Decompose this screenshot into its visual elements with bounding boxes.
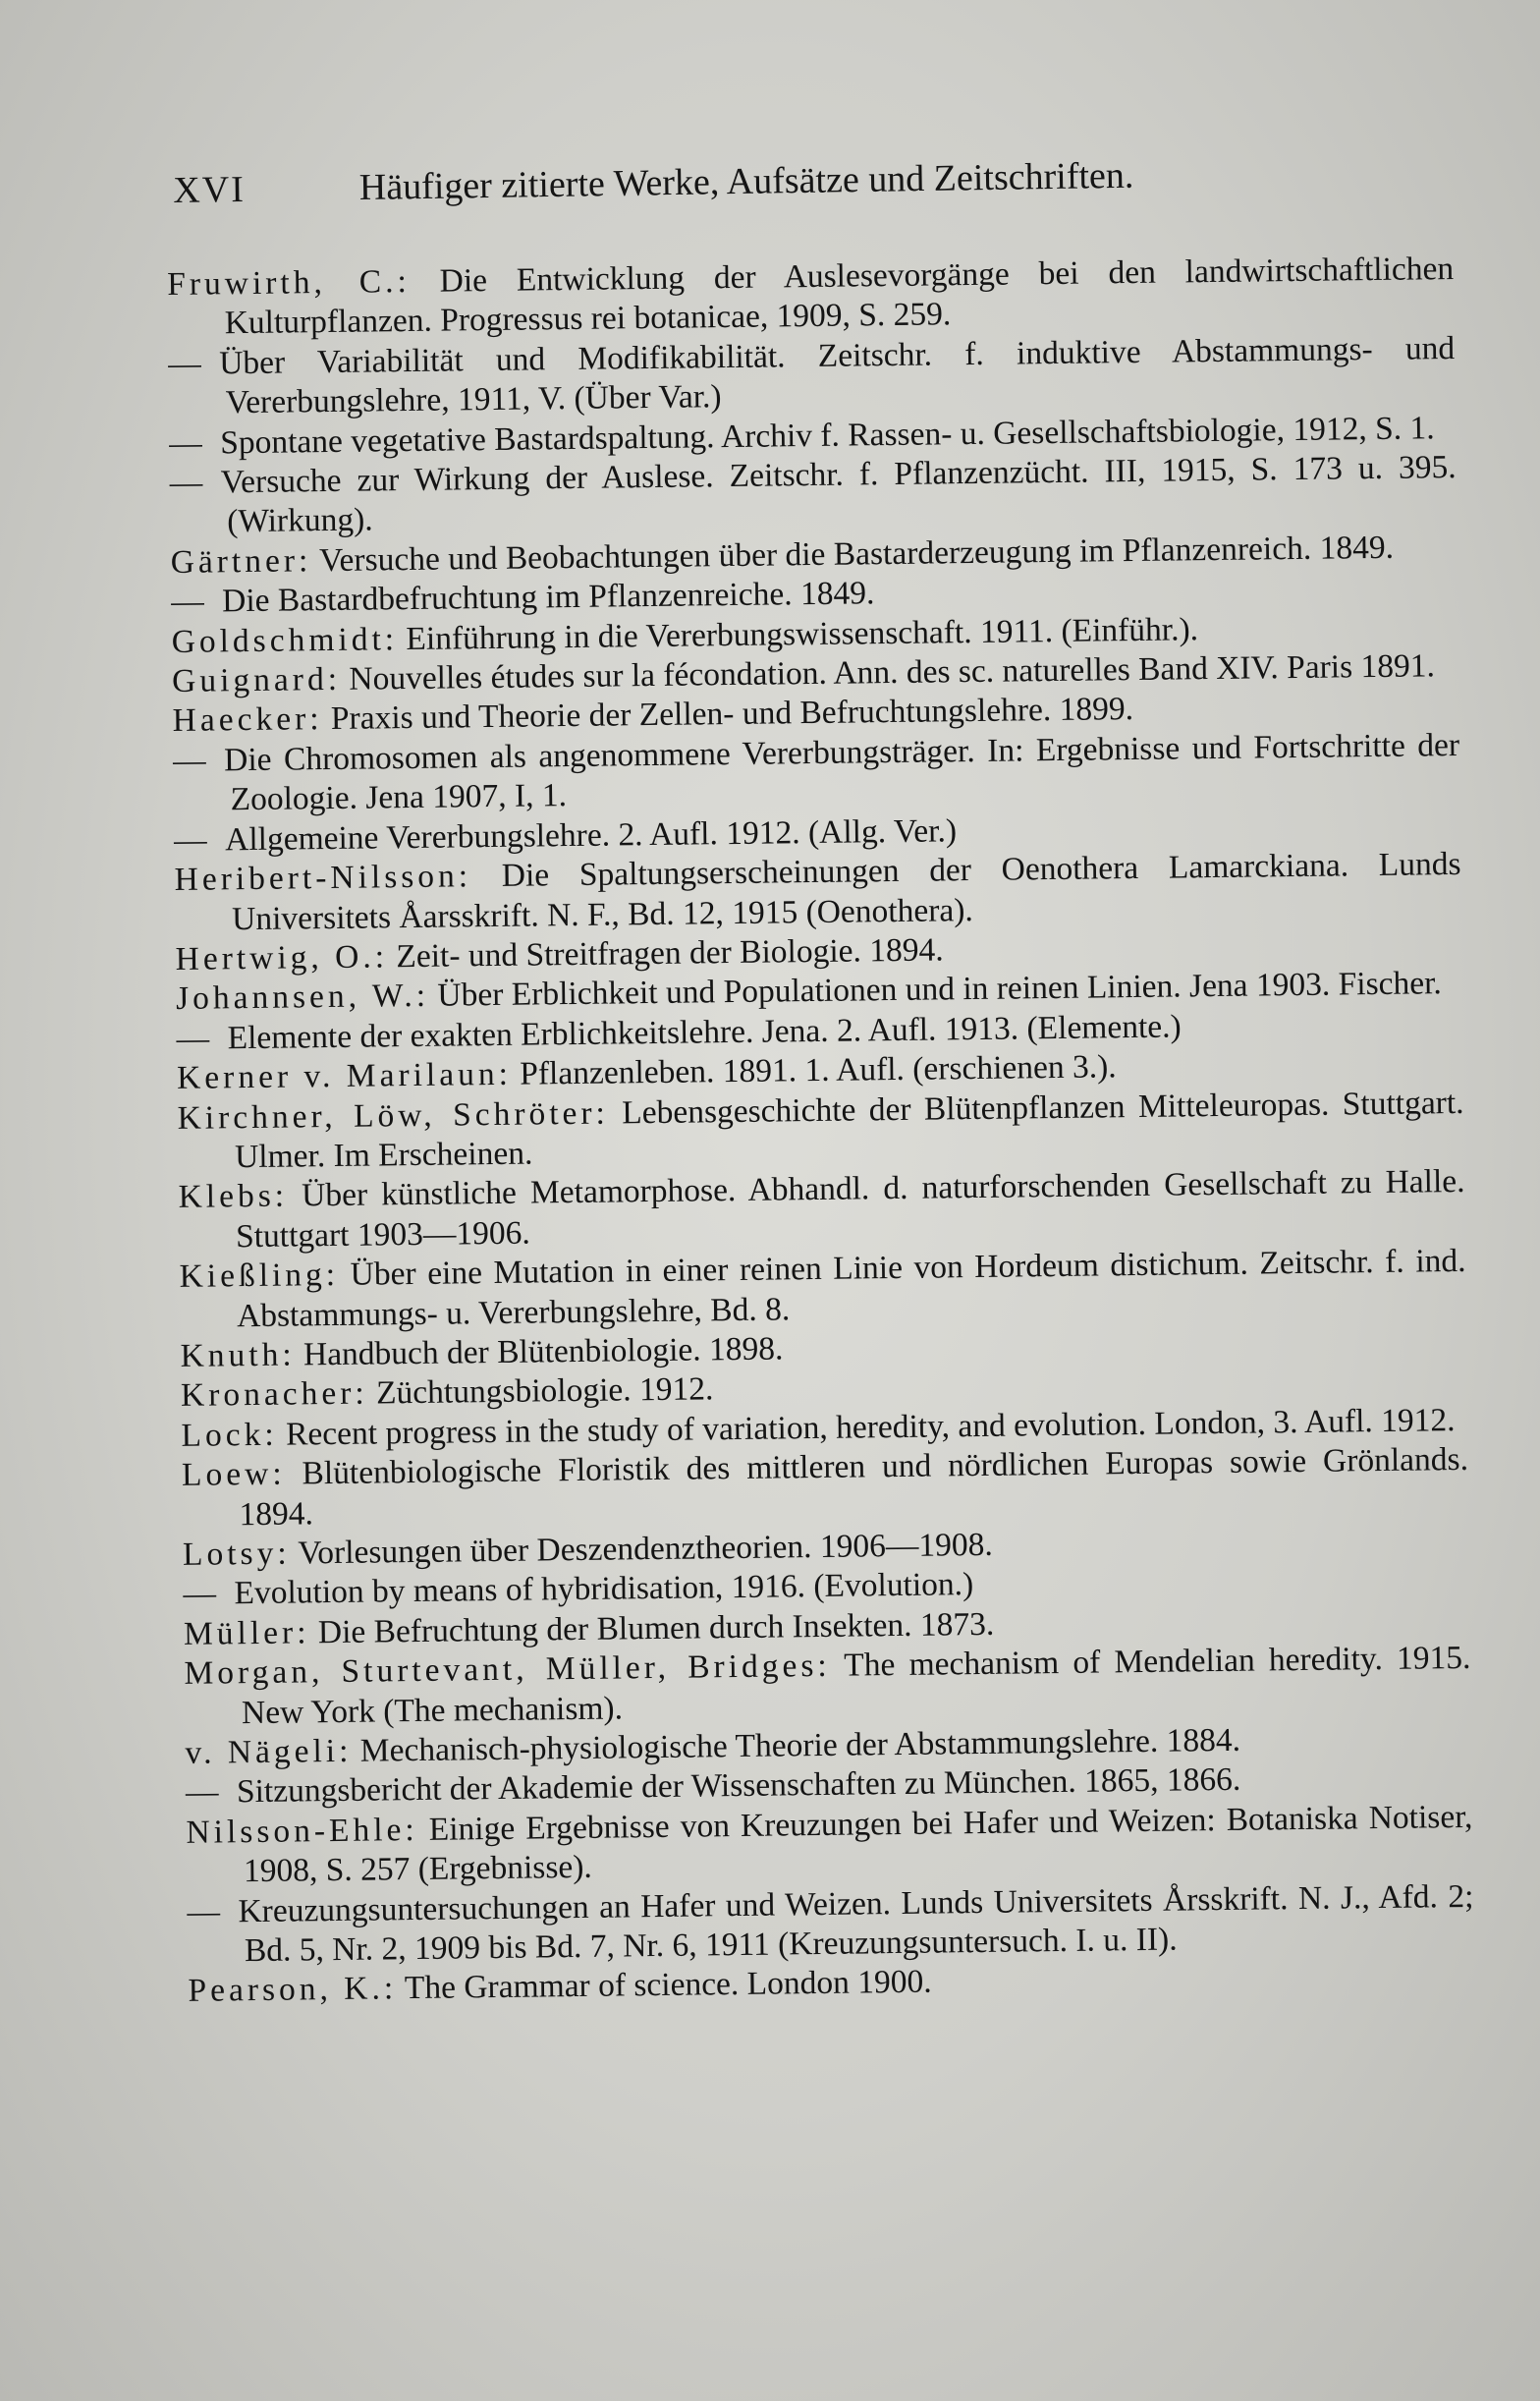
entry-text: Über Erblichkeit und Populationen und in reinen Linien. Jena 1903. Fischer. (437, 965, 1443, 1015)
page-number: XVI (173, 168, 247, 211)
entry-dash: — (170, 583, 204, 621)
entry-text: Versuche und Beobachtungen über die Bastarderzeugung im Pflanzenreich. 1849. (318, 529, 1395, 579)
entry-text: Handbuch der Blütenbiologie. 1898. (302, 1330, 784, 1373)
entry-text: Blütenbiologische Floristik des mittleren und nördlichen Europas sowie Grönlands. 1894. (239, 1441, 1469, 1533)
entry-text: Allgemeine Vererbungslehre. 2. Aufl. 1912. (Allg. Ver.) (224, 811, 958, 859)
entry-author: Nilsson-Ehle: (186, 1811, 418, 1851)
entry-dash: — (168, 424, 202, 462)
entry-author: Goldschmidt: (171, 620, 399, 660)
entry-dash: — (183, 1575, 217, 1613)
entry-dash: — (172, 742, 206, 779)
entry-text: Über Variabilität und Modifikabilität. Zeitschr. f. induktive Abstammungs- und Vererbungslehre, 1911, V. (Über Var.) (218, 329, 1456, 421)
entry-author: Loew: (181, 1455, 286, 1494)
entry-author: Pearson, K.: (188, 1970, 398, 2010)
entry-text: Über eine Mutation in einer reinen Linie von Hordeum distichum. Zeitschr. f. ind. Abstammungs- u. Vererbungslehre, Bd. 8. (236, 1243, 1466, 1334)
running-title: Häufiger zitierte Werke, Aufsätze und Zeitschriften. (358, 154, 1134, 209)
entry-text: Über künstliche Metamorphose. Abhandl. d. naturforschenden Gesellschaft zu Halle. Stuttgart 1903—1906. (235, 1163, 1465, 1255)
entry-dash: — (176, 1020, 210, 1057)
entry-text: Mechanisch-physiologische Theorie der Abstammungslehre. 1884. (359, 1721, 1241, 1769)
entry-text: Einführung in die Vererbungswissenschaft. 1911. (Einführ.). (406, 610, 1199, 657)
page-header (173, 151, 1293, 212)
entry-author: Knuth: (180, 1336, 296, 1374)
entry-author: Haecker: (172, 700, 323, 740)
entry-text: Praxis und Theorie der Zellen- und Befruchtungslehre. 1899. (330, 691, 1134, 738)
entry-text: Pflanzenleben. 1891. 1. Aufl. (erschienen 3.). (520, 1048, 1117, 1092)
entry-text: Spontane vegetative Bastardspaltung. Archiv f. Rassen- u. Gesellschaftsbiologie, 1912, S. 1. (219, 409, 1435, 461)
entry-text: The Grammar of science. London 1900. (404, 1964, 932, 2007)
entry-text: Die Spaltungserscheinungen der Oenothera Lamarckiana. Lunds Universitets Åarsskrift. N. F., Bd. 12, 1915 (Oenothera). (231, 846, 1461, 937)
bibliography-list (167, 250, 1475, 2012)
entry-dash: — (185, 1773, 219, 1812)
entry-author: Kerner v. Marilaun: (176, 1055, 513, 1097)
entry-author: Kießling: (179, 1256, 340, 1296)
entry-author: Gärtner: (170, 542, 312, 581)
entry-dash: — (169, 464, 203, 502)
entry-text: Kreuzungsuntersuchungen an Hafer und Weizen. Lunds Universitets Årsskrift. N. J., Afd. 2; Bd. 5, Nr. 2, 1909 bis Bd. 7, Nr. 6, 1911 (Kreuzungsuntersuch. I. u. II). (238, 1877, 1474, 1970)
entry-text: Elemente der exakten Erblichkeitslehre. Jena. 2. Aufl. 1913. (Elemente.) (227, 1008, 1182, 1057)
entry-text: Lebensgeschichte der Blütenpflanzen Mitteleuropas. Stuttgart. Ulmer. Im Erscheinen. (234, 1084, 1464, 1176)
entry-author: Guignard: (171, 660, 342, 700)
entry-text: Vorlesungen über Deszendenztheorien. 1906—1908. (298, 1526, 993, 1572)
entry-author: Lock: (181, 1416, 278, 1454)
entry-author: Kirchner, Löw, Schröter: (177, 1094, 610, 1137)
entry-text: Recent progress in the study of variation, heredity, and evolution. London, 3. Aufl. 1912. (285, 1401, 1456, 1453)
entry-text: Züchtungsbiologie. 1912. (375, 1370, 714, 1412)
entry-text: Sitzungsbericht der Akademie der Wissenschaften zu München. 1865, 1866. (236, 1761, 1241, 1811)
entry-author: v. Nägeli: (185, 1732, 353, 1771)
entry-author: Klebs: (178, 1177, 289, 1216)
entry-text: Einige Ergebnisse von Kreuzungen bei Hafer und Weizen: Botaniska Notiser, 1908, S. 257 (Ergebnisse). (243, 1798, 1473, 1890)
entry-text: The mechanism of Mendelian heredity. 1915. New York (The mechanism). (241, 1640, 1471, 1731)
entry-author: Fruwirth, C.: (167, 262, 411, 303)
entry-author: Müller: (183, 1614, 310, 1652)
entry-text: Die Chromosomen als angenommene Vererbungsträger. In: Ergebnisse und Fortschritte der Zoologie. Jena 1907, I, 1. (223, 726, 1460, 818)
entry-dash: — (167, 345, 201, 382)
entry-author: Morgan, Sturtevant, Müller, Bridges: (184, 1647, 831, 1693)
entry-text: Die Befruchtung der Blumen durch Insekten. 1873. (317, 1605, 995, 1651)
entry-text: Nouvelles études sur la fécondation. Ann. des sc. naturelles Band XIV. Paris 1891. (349, 647, 1436, 698)
entry-text: Die Entwicklung der Auslesevorgänge bei den landwirtschaftlichen Kulturpflanzen. Progressus rei botanicae, 1909, S. 259. (224, 250, 1455, 342)
entry-author: Kronacher: (180, 1374, 368, 1415)
entry-author: Hertwig, O.: (175, 938, 389, 977)
entry-text: Versuche zur Wirkung der Auslese. Zeitschr. f. Pflanzenzücht. III, 1915, S. 173 u. 395. (Wirkung). (220, 449, 1457, 540)
entry-dash: — (187, 1893, 221, 1930)
entry-text: Zeit- und Streitfragen der Biologie. 1894. (396, 931, 944, 976)
entry-text: Evolution by means of hybridisation, 1916. (Evolution.) (234, 1566, 974, 1612)
entry-author: Heribert-Nilsson: (174, 858, 472, 899)
entry-text: Die Bastardbefruchtung im Pflanzenreiche. 1849. (221, 575, 875, 620)
entry-author: Johannsen, W.: (175, 977, 430, 1018)
entry-dash: — (173, 821, 207, 859)
entry-author: Lotsy: (182, 1535, 291, 1573)
